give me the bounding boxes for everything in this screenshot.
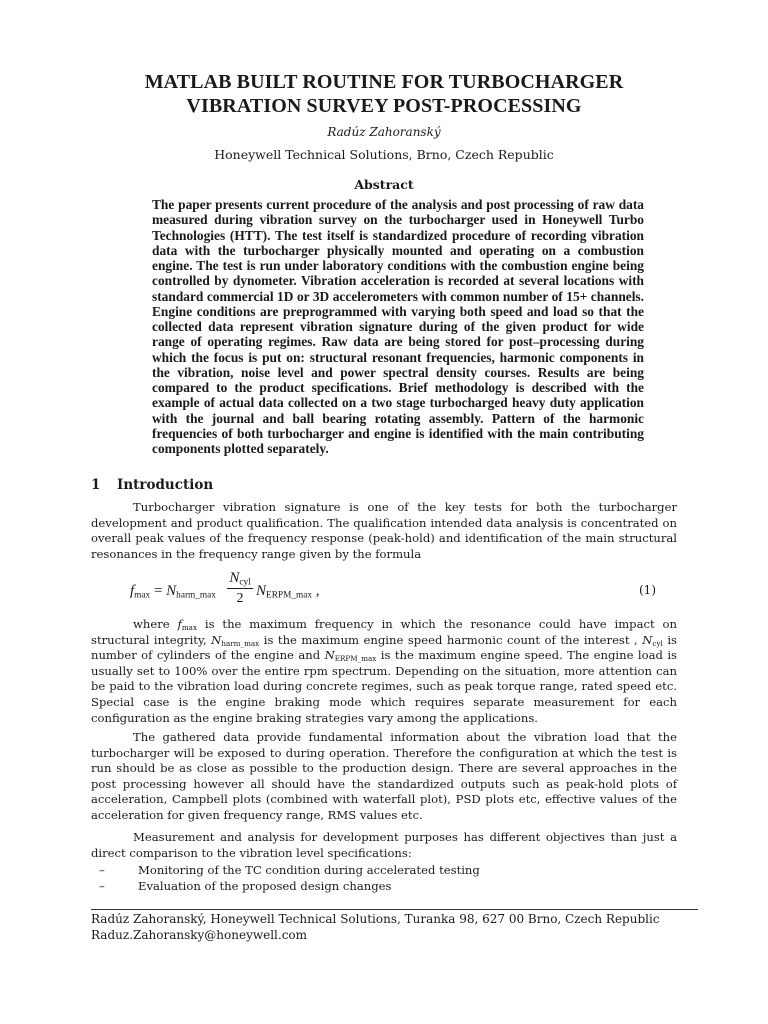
footnote-address: Radúz Zahoranský, Honeywell Technical Solutions, Turanka 98, 627 00 Brno, Czech Republic [91, 912, 660, 926]
footnote-divider [91, 909, 698, 910]
intro-paragraph-1-text: Turbocharger vibration signature is one of the key tests for both the turbocharger development and product qualification. The qualification intended data analysis is concentrated on overall peak values of the frequency response (peak-hold) and identification of the main structural resonances in the frequency range given by the formula [91, 500, 677, 561]
intro-paragraph-3 [91, 730, 677, 824]
author-affiliation: Honeywell Technical Solutions, Brno, Czech Republic [214, 147, 554, 162]
intro-paragraph-2: where $f_{max}$ is the maximum frequency in which the resonance could have impact on structural integrity, $N_{harm\_max}$ is the maximum engine speed harmonic count of the interest , $N_{cyl}$ is number of cylinders of the engine and $N_{ERPM\_max}$ is the maximum engine speed. The engine load is usually set to 100% over the entire rpm spectrum. Depending on the situation, more attention can be paid to the vibration load during concrete regimes, such as peak torque range, rated speed etc. Special case is the engine braking mode which requires separate measurement for each configuration as the engine braking strategies vary among the applications. [91, 617, 677, 725]
objectives-list [91, 862, 677, 894]
section-number: 1 [91, 477, 101, 493]
equation-lhs: $f_{max} = N_{harm\_max}$ [130, 583, 216, 601]
intro-paragraph-3-text: The gathered data provide fundamental information about the vibration load that the turbocharger will be exposed to during operation. Therefore the configuration at which the test is run should be as close as possible to the production design. There are several approaches in the post processing however all should have the standardized outputs such as peak-hold plots of acceleration, Campbell plots (combined with waterfall plot), PSD plots etc, effective values of the acceleration for given frequency range, RMS values etc. [91, 730, 677, 822]
intro-paragraph-4 [91, 830, 677, 861]
footnote-email: Raduz.Zahoransky@honeywell.com [91, 928, 308, 942]
section-heading [91, 476, 213, 494]
list-item: – Monitoring of the TC condition during accelerated testing [99, 863, 480, 877]
section-title: Introduction [117, 477, 214, 493]
title-line-2: VIBRATION SURVEY POST-PROCESSING [186, 95, 582, 117]
equation-1 [130, 570, 676, 612]
equation-number: (1) [639, 583, 656, 597]
equation-rhs: $N_{ERPM\_max}$ , [256, 583, 320, 601]
title-line-1: MATLAB BUILT ROUTINE FOR TURBOCHARGER [144, 71, 624, 93]
list-item: – Evaluation of the proposed design changes [99, 879, 392, 893]
abstract-text: The paper presents current procedure of the analysis and post processing of raw data measured during vibration survey on the turbocharger used in Honeywell Turbo Technologies (HTT). The test itself is standardized procedure of recording vibration data with the turbocharger physically mounted and operating on a combustion engine. The test is run under laboratory conditions with the combustion engine being controlled by dynometer. Vibration acceleration is recorded at several locations with standard commercial 1D or 3D accelerometers with common number of 15+ channels. Engine conditions are preprogrammed with varying both speed and load so that the collected data represent vibration signature during of the given product for wide range of operating regimes. Raw data are being stored for post–processing during which the focus is put on: structural resonant frequencies, harmonic components in the vibration, noise level and power spectral density courses. Results are being compared to the product specifications. Brief methodology is described with the example of actual data collected on a two stage turbocharged heavy duty application with the journal and ball bearing rotating assembly. Pattern of the harmonic frequencies of both turbocharger and engine is identified with the main contributing components plotted separately. [152, 197, 644, 456]
equation-fraction: $N_{cyl}$ 2 [227, 570, 253, 606]
intro-paragraph-4-text: Measurement and analysis for development purposes has different objectives than just a direct comparison to the vibration level specifications: [91, 830, 677, 860]
abstract-heading: Abstract [354, 177, 414, 192]
author-name: Radúz Zahoranský [327, 125, 441, 139]
footnote [91, 911, 711, 943]
intro-paragraph-1 [91, 500, 677, 562]
paper-title [0, 70, 768, 118]
